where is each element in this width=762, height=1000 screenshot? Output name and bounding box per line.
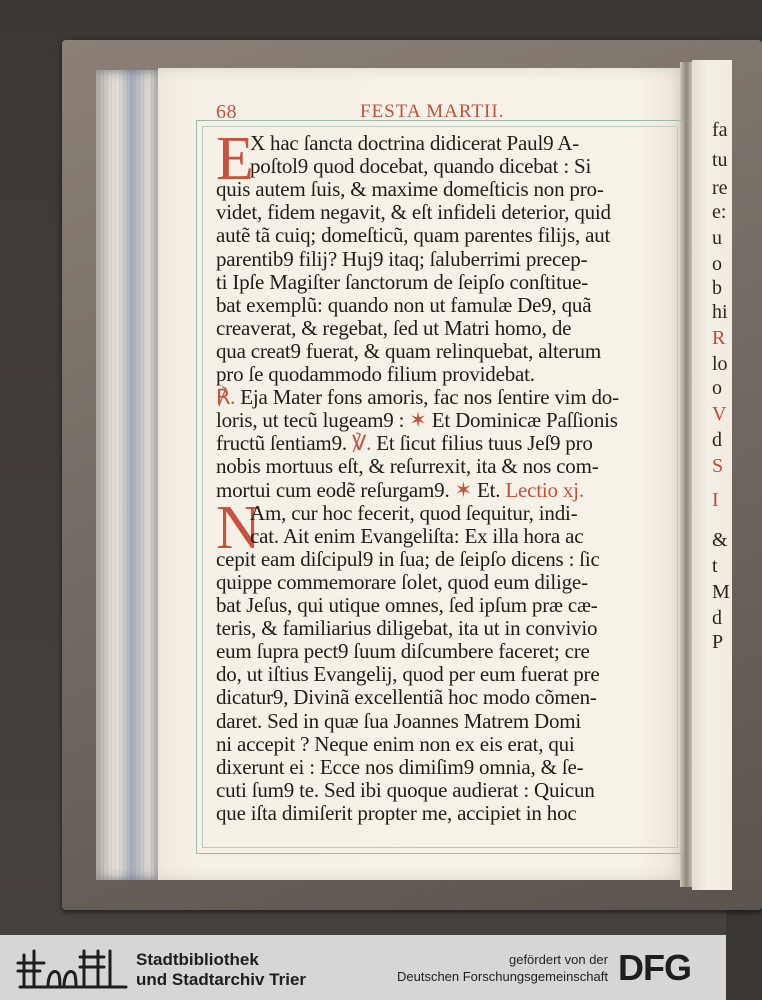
drop-initial-n: N xyxy=(216,494,261,562)
text-line xyxy=(216,294,591,317)
right-page-text: P xyxy=(712,631,724,653)
body-text: nobis mortuus eſt, & reſurrexit, ita & nos com- xyxy=(216,454,599,479)
body-text: poſtol9 quod docebat, quando dicebat : Si xyxy=(250,154,592,179)
body-text: bat exemplũ: quando non ut famulæ De9, quã xyxy=(216,292,592,317)
right-page-text: re xyxy=(712,177,728,199)
text-line xyxy=(216,686,597,709)
body-text: quis autem ſuis, & maxime domeſticis non pro- xyxy=(216,177,604,202)
page-number: 68 xyxy=(216,101,237,123)
body-text: loris, ut tecũ lugeam9 : xyxy=(216,408,410,433)
body-text: daret. Sed in quæ ſua Joannes Matrem Domi xyxy=(216,708,582,733)
text-line xyxy=(216,363,535,386)
text-line xyxy=(216,733,575,756)
text-line xyxy=(216,663,599,686)
right-page-text: o xyxy=(712,377,722,399)
text-line xyxy=(216,201,611,224)
page-fore-edge xyxy=(96,70,160,880)
text-line xyxy=(216,548,600,571)
body-text: ni accepit ? Neque enim non ex eis erat, qui xyxy=(216,731,575,756)
body-text: Et. xyxy=(471,477,506,502)
body-text: parentib9 filij? Huj9 itaq; ſaluberrimi precep- xyxy=(216,246,588,271)
right-page-text: hi xyxy=(712,301,728,323)
text-line xyxy=(216,340,601,363)
body-text: Eja Mater fons amoris, fac nos ſentire vim do- xyxy=(240,385,619,410)
right-page-text: b xyxy=(712,277,722,299)
body-text: mortui cum eodẽ reſurgam9. xyxy=(216,477,455,502)
body-text: cuti ſum9 te. Sed ibi quoque audierat : Quicun xyxy=(216,777,595,802)
body-text: creaverat, & regebat, ſed ut Matri homo, de xyxy=(216,315,572,340)
text-line xyxy=(250,132,579,155)
institution-name xyxy=(136,950,306,990)
sponsor-line1: gefördert von der xyxy=(508,952,608,967)
institution-name-line1: Stadtbibliothek xyxy=(136,950,259,969)
text-line xyxy=(216,802,577,825)
right-page-text: t xyxy=(712,555,718,577)
body-text: quippe commemorare ſolet, quod eum dilige- xyxy=(216,569,588,594)
rubric-text: ℣. xyxy=(351,431,377,456)
body-text: do, ut iſtius Evangelij, quod per eum fuerat pre xyxy=(216,662,600,687)
text-line xyxy=(216,455,599,478)
body-text: cepit eam diſcipul9 in ſua; de ſeipſo dicens : ſic xyxy=(216,546,600,571)
text-line xyxy=(250,155,591,178)
right-page-text: tu xyxy=(712,149,728,171)
footer-bar xyxy=(0,935,726,1000)
text-line xyxy=(216,710,581,733)
text-line xyxy=(216,432,593,455)
dfg-logo: DFG xyxy=(618,947,691,988)
text-line xyxy=(250,502,577,525)
body-text: pro ſe quodammodo filium providebat. xyxy=(216,362,535,386)
text-line xyxy=(216,571,588,594)
sponsor-text xyxy=(397,951,608,985)
body-text: teris, & familiarius diligebat, ita ut in convivio xyxy=(216,616,598,641)
right-page-text: & xyxy=(712,529,728,551)
right-page-text: d xyxy=(712,429,722,451)
text-line xyxy=(216,386,619,409)
running-head: FESTA MARTII. xyxy=(360,101,505,122)
body-text: Am, cur hoc fecerit, quod ſequitur, indi- xyxy=(250,500,578,525)
text-line xyxy=(216,479,584,502)
right-page-text: fa xyxy=(712,119,728,141)
sponsor-line2: Deutschen Forschungsgemeinschaft xyxy=(396,969,608,984)
body-text: Et Dominicæ Paſſionis xyxy=(426,408,618,433)
rubric-text: ✶ xyxy=(454,477,472,502)
right-page-text: lo xyxy=(712,353,728,375)
rubric-text: ℟. xyxy=(216,385,241,410)
right-page-text: R xyxy=(712,327,726,349)
text-line xyxy=(216,317,571,340)
right-page-text: e: xyxy=(712,201,727,223)
right-page-text: I xyxy=(712,489,719,511)
text-line xyxy=(216,756,583,779)
institution-name-line2: und Stadtarchiv Trier xyxy=(136,970,307,989)
text-line xyxy=(216,779,595,802)
right-page-fragment xyxy=(692,60,732,890)
body-text: dixerunt ei : Ecce nos dimiſim9 omnia, & ſe- xyxy=(216,754,584,779)
right-page-text: u xyxy=(712,227,722,249)
right-page-text: o xyxy=(712,253,722,275)
body-text: X hac ſancta doctrina didicerat Paul9 A- xyxy=(250,131,580,155)
body-text: que iſta dimiſerit propter me, accipiet in hoc xyxy=(216,800,577,825)
stadtbibliothek-logo-icon xyxy=(14,943,132,993)
body-text: fructũ ſentiam9. xyxy=(216,431,352,456)
body-text: cat. Ait enim Evangeliſta: Ex illa hora ac xyxy=(250,523,584,548)
body-text: videt, fidem negavit, & eſt infideli deterior, quid xyxy=(216,200,611,225)
text-line xyxy=(216,178,604,201)
body-text: qua creat9 fuerat, & quam relinquebat, alterum xyxy=(216,338,601,363)
text-line xyxy=(216,617,597,640)
text-line xyxy=(216,640,590,663)
text-line xyxy=(216,271,588,294)
body-text: Et ſicut filius tuus Jeſ9 pro xyxy=(376,431,593,456)
right-page-text: d xyxy=(712,607,722,629)
right-page-text: M xyxy=(712,581,730,603)
right-page-text: S xyxy=(712,455,724,477)
text-line xyxy=(250,525,583,548)
rubric-text: Lectio xj. xyxy=(505,477,584,502)
right-page-text: V xyxy=(712,403,727,425)
rubric-text: ✶ xyxy=(409,408,427,433)
text-line xyxy=(216,409,618,432)
body-text: eum ſupra pect9 ſuum diſcumbere faceret; cre xyxy=(216,639,590,664)
body-text: dicatur9, Divinã excellentiã hoc modo cõmen- xyxy=(216,685,597,710)
body-text: autẽ tã cuiq; domeſticũ, quam parentes filijs, aut xyxy=(216,223,611,248)
text-line xyxy=(216,224,610,247)
body-text: ti Ipſe Magiſter ſanctorum de ſeipſo conſtitue- xyxy=(216,269,588,294)
text-line xyxy=(216,248,587,271)
body-text: bat Jeſus, qui utique omnes, ſed ipſum præ cæ- xyxy=(216,593,598,617)
drop-initial-e: E xyxy=(216,125,254,193)
text-line xyxy=(216,594,598,617)
